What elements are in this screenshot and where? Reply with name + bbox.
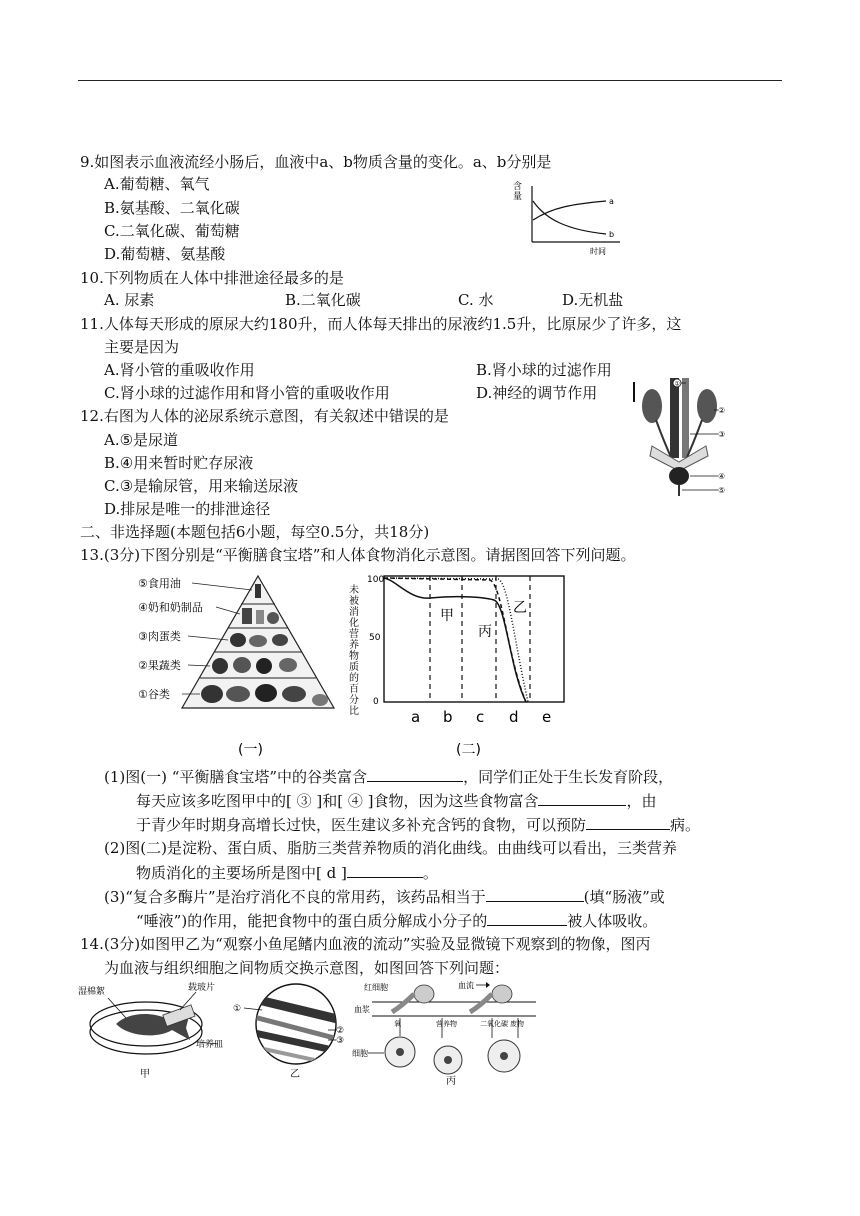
q9-graph-ylabel-2: 量 xyxy=(513,192,523,202)
q9-curve-a-label: a xyxy=(609,197,614,206)
q13-sub1-line2-a: 每天应该多吃图甲中的[ ③ ]和[ ④ ]食物，因为这些食物富含 xyxy=(136,792,539,810)
fig-bing-nutrients: 营养物 xyxy=(436,1020,457,1028)
q11-stem-line1: 11.人体每天形成的原尿大约180升，而人体每天排出的尿液约1.5升，比原尿少了许多，这 xyxy=(80,315,682,333)
fig-jia-label-cotton: 湿棉絮 xyxy=(78,987,106,997)
urinary-marker-1: ① xyxy=(674,380,680,388)
q13-sub1-line1 xyxy=(104,766,673,787)
digestion-curve-chart xyxy=(346,570,570,762)
q11-option-a: A.肾小管的重吸收作用 xyxy=(104,361,255,379)
q10-option-a: A. 尿素 xyxy=(104,291,155,309)
q12-option-d: D.排尿是唯一的排泄途径 xyxy=(104,500,271,518)
urinary-marker-4: ④ xyxy=(718,472,726,481)
q13-sub2-line2-a: 物质消化的主要场所是图中[ d ] xyxy=(136,864,347,882)
fig-bing-rbc: 红细胞 xyxy=(364,983,388,992)
q12-option-a: A.⑤是尿道 xyxy=(104,431,179,449)
chart-ytick-0: 0 xyxy=(373,697,379,707)
q13-blank-4[interactable] xyxy=(347,862,423,878)
q12-option-c: C.③是输尿管，用来输送尿液 xyxy=(104,477,299,495)
pyramid-level-1: ①谷类 xyxy=(138,688,170,701)
q9-curve-b-label: b xyxy=(609,230,615,239)
fig-yi-marker-2: ② xyxy=(336,1026,345,1036)
q9-graph-xlabel: 时间 xyxy=(590,247,606,256)
q13-sub1-line2 xyxy=(136,790,657,811)
header-rule xyxy=(78,80,782,81)
q9-option-a: A.葡萄糖、氧气 xyxy=(104,175,210,193)
q13-sub1-line1-b: ，同学们正处于生长发育阶段， xyxy=(463,768,674,786)
q9-option-b: B.氨基酸、二氧化碳 xyxy=(104,199,240,217)
curve-label-yi: 乙 xyxy=(513,600,527,616)
fig-jia-label-dish: 培养皿 xyxy=(196,1040,224,1050)
fig-bing-vessel: 血浆 xyxy=(354,1005,370,1014)
q14-stem-line1: 14.(3分)如图甲乙为“观察小鱼尾鳍内血液的流动”实验及显微镜下观察到的物像，图丙 xyxy=(80,935,651,953)
fig-bing-cell: 细胞 xyxy=(352,1049,368,1058)
pyramid-level-2: ②果蔬类 xyxy=(138,659,181,672)
q13-sub3-line1 xyxy=(104,886,665,907)
q13-sub1-line1-a: (1)图(一) “平衡膳食宝塔”中的谷类富含 xyxy=(104,768,368,786)
pyramid-level-5: ⑤食用油 xyxy=(138,577,181,590)
q13-sub2-line2-b: 。 xyxy=(422,864,438,882)
curve-label-jia: 甲 xyxy=(440,608,454,624)
q13-blank-5[interactable] xyxy=(486,886,584,902)
q9-graph-ylabel-1: 含 xyxy=(513,182,523,192)
section2-heading: 二、非选择题(本题包括6小题，每空0.5分，共18分) xyxy=(80,523,430,541)
pyramid-level-4: ④奶和奶制品 xyxy=(138,601,203,614)
q11-option-d: D.神经的调节作用 xyxy=(476,384,598,402)
q13-sub3-line1-b: (填“肠液”或 xyxy=(583,888,665,906)
q13-sub3-line2-a: “唾液”)的作用，能把食物中的蛋白质分解成小分子的 xyxy=(136,912,488,930)
fig-bing-blood-flow: 血流 xyxy=(458,981,474,990)
q11-stem-line2: 主要是因为 xyxy=(104,338,180,356)
q11-option-c: C.肾小球的过滤作用和肾小管的重吸收作用 xyxy=(104,384,390,402)
chart-xtick-e: e xyxy=(542,708,552,726)
urinary-marker-3: ③ xyxy=(718,430,726,439)
q13-sub3-line2-b: 被人体吸收。 xyxy=(567,912,658,930)
exchange-diagram-figure xyxy=(352,976,538,1086)
fig2-caption: (二) xyxy=(456,742,481,758)
q13-sub2-line2 xyxy=(136,862,438,883)
q13-sub2-line1: (2)图(二)是淀粉、蛋白质、脂肪三类营养物质的消化曲线。由曲线可以看出，三类营养 xyxy=(104,839,677,857)
q12-option-b: B.④用来暂时贮存尿液 xyxy=(104,454,254,472)
q9-stem: 9.如图表示血液流经小肠后，血液中a、b物质含量的变化。a、b分别是 xyxy=(80,153,552,171)
q13-blank-6[interactable] xyxy=(487,910,567,926)
pyramid-level-3: ③肉蛋类 xyxy=(138,630,181,643)
food-pyramid-figure xyxy=(138,570,338,762)
microscope-view-figure xyxy=(232,980,352,1080)
fig-bing-caption: 丙 xyxy=(446,1076,456,1087)
q13-blank-2[interactable] xyxy=(538,790,626,806)
fig1-caption: (一) xyxy=(238,742,263,758)
q13-blank-1[interactable] xyxy=(367,766,463,782)
q13-sub1-line3 xyxy=(136,814,700,835)
chart-xtick-c: c xyxy=(476,708,485,726)
urinary-marker-2: ② xyxy=(718,406,726,415)
q13-sub1-line3-b: 病。 xyxy=(670,816,701,834)
q12-stem: 12.右图为人体的泌尿系统示意图，有关叙述中错误的是 xyxy=(80,407,449,425)
fig-bing-waste: 废物 xyxy=(510,1020,524,1028)
chart-ytick-100: 100 xyxy=(367,575,385,585)
curve-label-bing: 丙 xyxy=(478,624,492,640)
q11-option-b: B.肾小球的过滤作用 xyxy=(476,361,612,379)
q10-option-d: D.无机盐 xyxy=(562,291,624,309)
fig-yi-marker-3: ③ xyxy=(336,1036,345,1046)
q9-graph xyxy=(508,180,628,258)
q10-stem: 10.下列物质在人体中排泄途径最多的是 xyxy=(80,269,344,287)
q10-option-b: B.二氧化碳 xyxy=(285,291,361,309)
q9-option-c: C.二氧化碳、葡萄糖 xyxy=(104,222,240,240)
q13-blank-3[interactable] xyxy=(586,814,670,830)
q13-sub3-line1-a: (3)“复合多酶片”是治疗消化不良的常用药，该药品相当于 xyxy=(104,888,486,906)
chart-ytick-50: 50 xyxy=(369,633,381,643)
chart-xtick-b: b xyxy=(443,708,453,726)
q10-option-c: C. 水 xyxy=(458,291,494,309)
q13-sub1-line2-b: ，由 xyxy=(626,792,657,810)
q13-sub3-line2 xyxy=(136,910,657,931)
urinary-system-diagram xyxy=(630,372,734,500)
fig-yi-marker-1: ① xyxy=(233,1004,242,1014)
fig-bing-oxygen: 氧 xyxy=(394,1020,401,1028)
q9-option-d: D.葡萄糖、氨基酸 xyxy=(104,245,226,263)
fig-jia-label-slide: 载玻片 xyxy=(188,983,216,993)
q13-stem: 13.(3分)下图分别是“平衡膳食宝塔”和人体食物消化示意图。请据图回答下列问题。 xyxy=(80,546,636,564)
fig-yi-caption: 乙 xyxy=(290,1069,300,1080)
urinary-marker-5: ⑤ xyxy=(718,486,726,495)
fish-tail-experiment-figure xyxy=(78,980,248,1080)
fig-jia-caption: 甲 xyxy=(140,1069,150,1080)
fig-bing-co2: 二氧化碳 xyxy=(480,1020,508,1028)
chart-xtick-d: d xyxy=(509,708,519,726)
chart-xtick-a: a xyxy=(411,708,421,726)
q14-stem-line2: 为血液与组织细胞之间物质交换示意图，如图回答下列问题： xyxy=(104,959,510,977)
q13-sub1-line3-a: 于青少年时期身高增长过快，医生建议多补充含钙的食物，可以预防 xyxy=(136,816,587,834)
chart-ylabel: 未被消化营养物质的百分比 xyxy=(346,584,358,716)
